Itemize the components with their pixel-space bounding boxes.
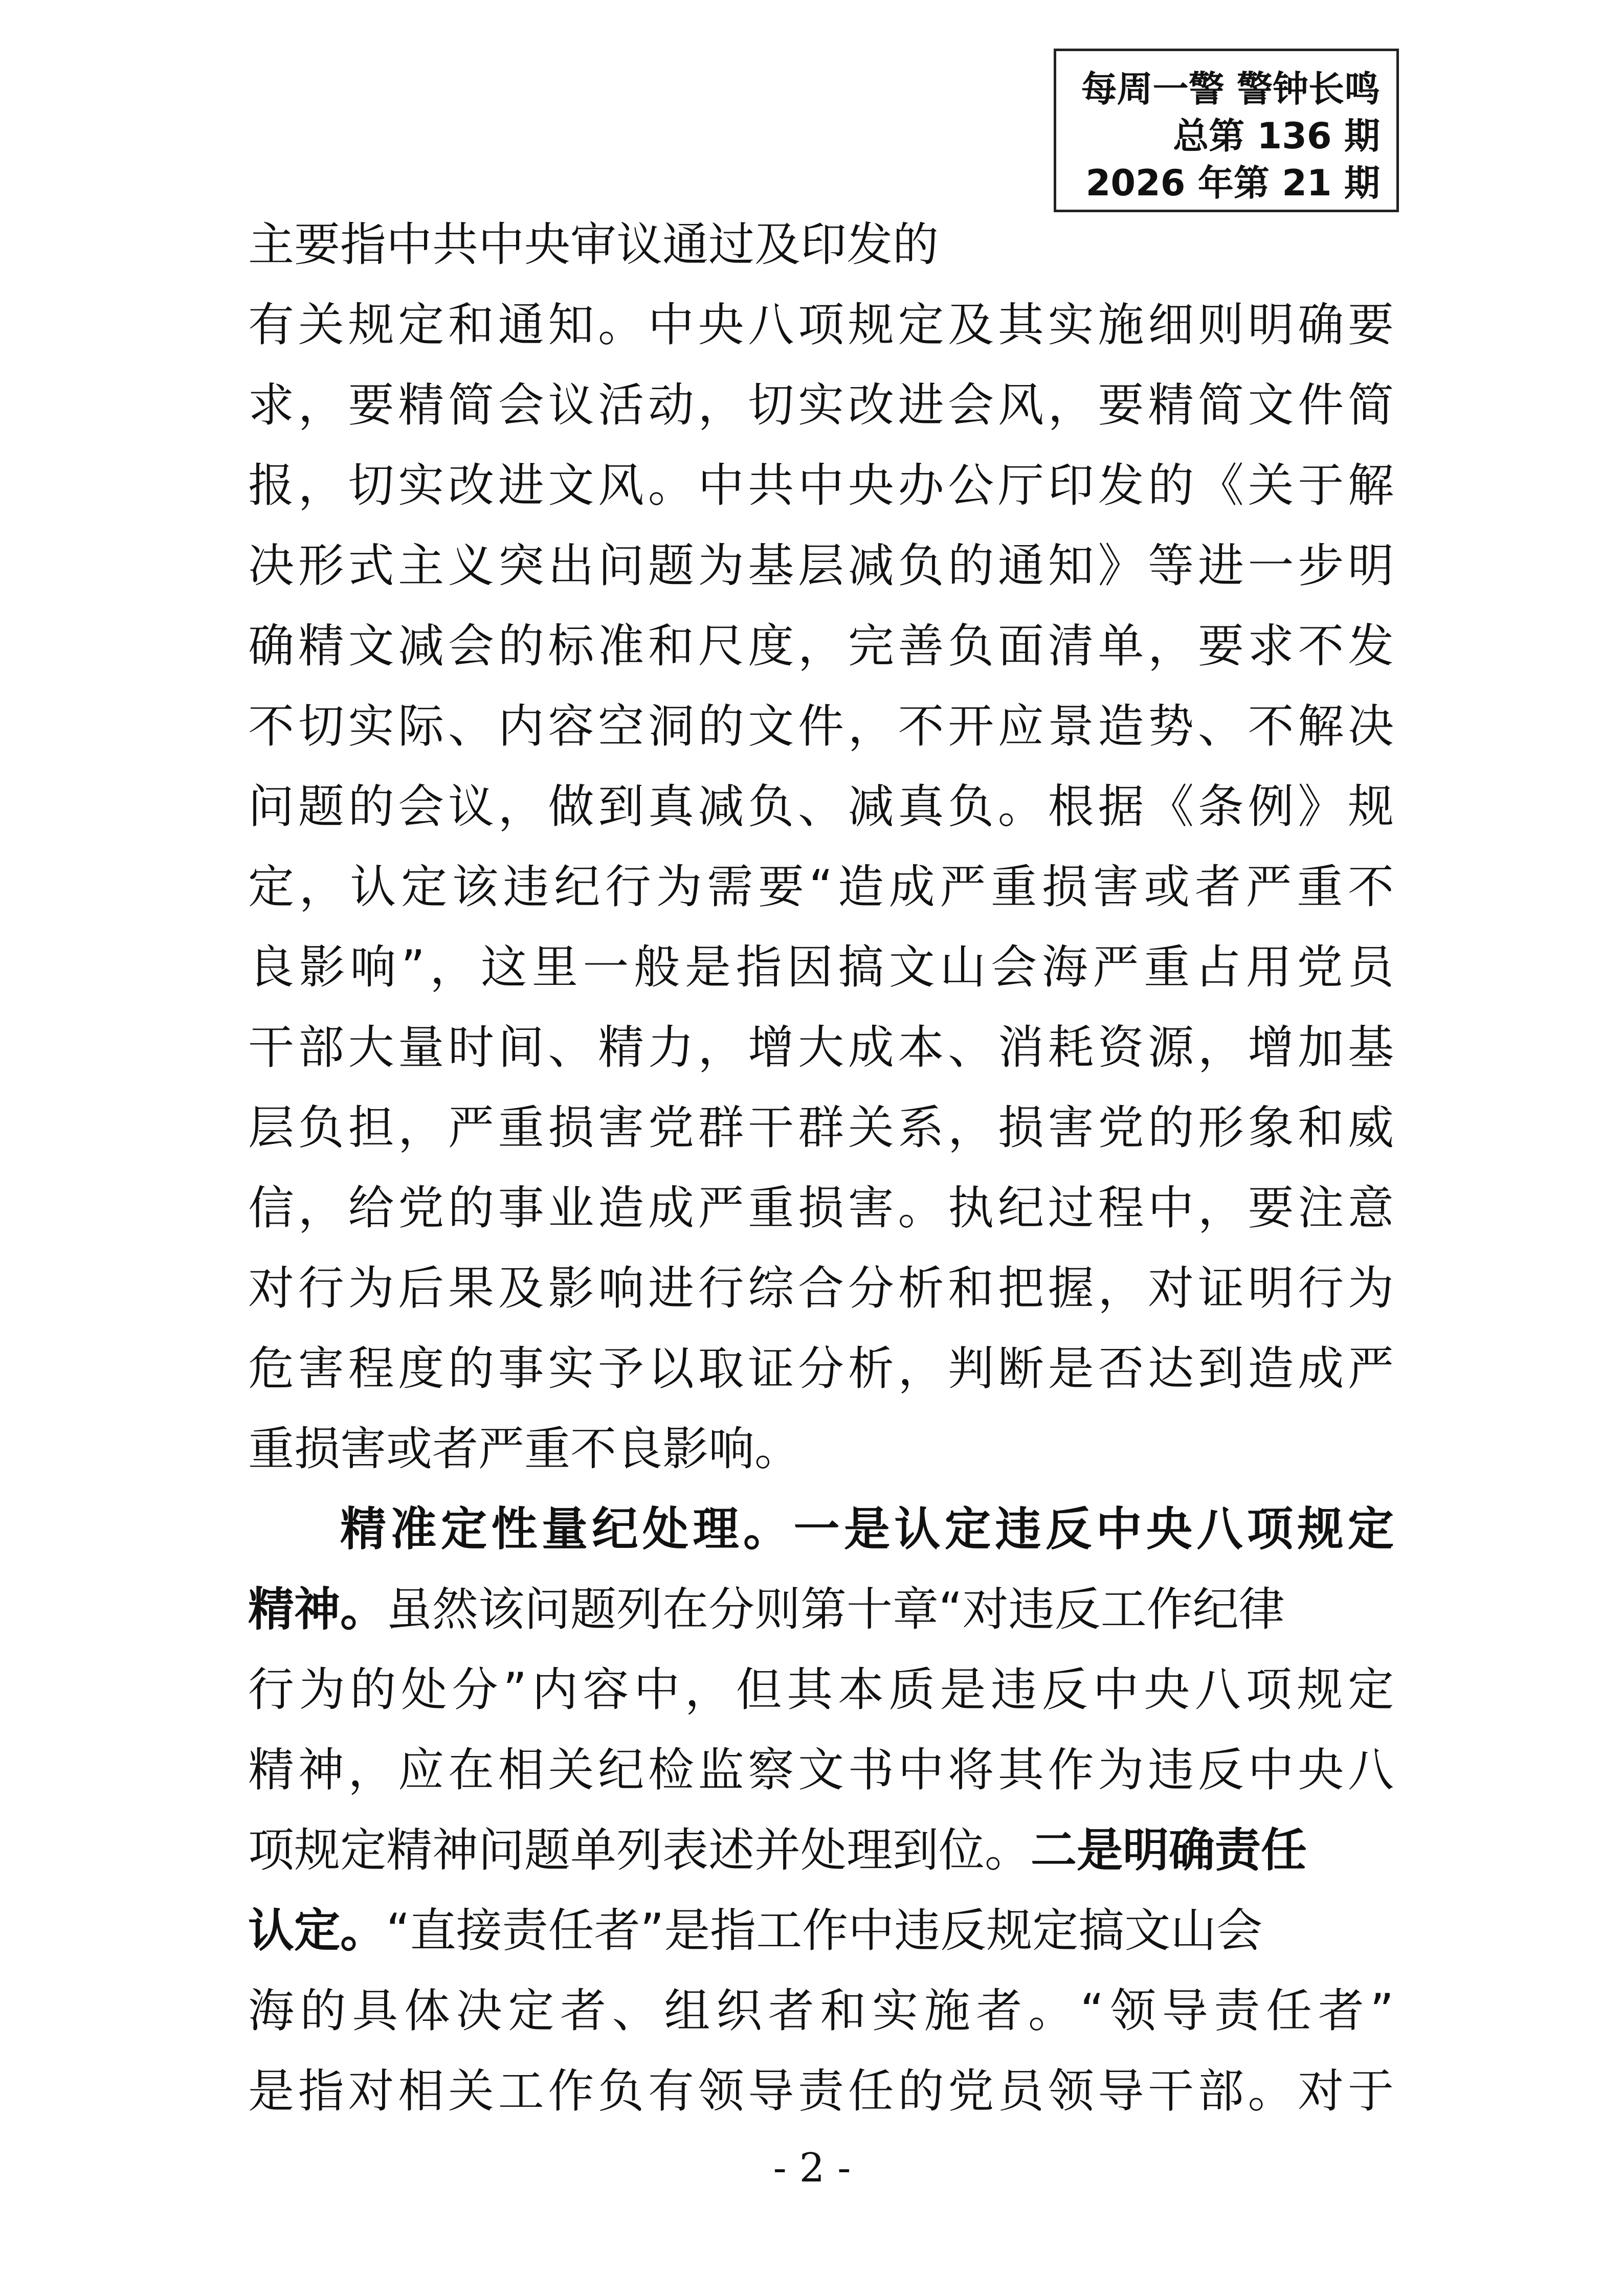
body-line: 海的具体决定者、组织者和实施者。“领导责任者” <box>248 1984 1394 2038</box>
body-line: 危害程度的事实予以取证分析，判断是否达到造成严 <box>248 1342 1394 1395</box>
body-line: 行为的处分”内容中，但其本质是违反中央八项规定 <box>248 1663 1394 1717</box>
body-line: 是指对相关工作负有领导责任的党员领导干部。对于 <box>248 2064 1394 2118</box>
body-line: 求，要精简会议活动，切实改进会风，要精简文件简 <box>248 378 1394 432</box>
body-line <box>248 1810 1394 1890</box>
body-line: 良影响”，这里一般是指因搞文山会海严重占用党员 <box>248 940 1394 994</box>
paragraph-heading-line: 精准定性量纪处理。一是认定违反中央八项规定 <box>340 1502 1394 1556</box>
body-line: 对行为后果及影响进行综合分析和把握，对证明行为 <box>248 1262 1394 1315</box>
bold-phrase: 认定。 <box>248 1904 386 1957</box>
page-number: - 2 - <box>773 2145 851 2191</box>
body-line: 层负担，严重损害党群干群关系，损害党的形象和威 <box>248 1101 1394 1155</box>
issue-header-box <box>1054 49 1399 212</box>
body-line <box>248 1569 1394 1650</box>
body-line: 不切实际、内容空洞的文件，不开应景造势、不解决 <box>248 700 1394 753</box>
body-text-run: 虽然该问题列在分则第十章“对违反工作纪律 <box>386 1583 1285 1636</box>
body-line: 报，切实改进文风。中共中央办公厅印发的《关于解 <box>248 459 1394 512</box>
body-line: 决形式主义突出问题为基层减负的通知》等进一步明 <box>248 539 1394 593</box>
bold-phrase: 精神。 <box>248 1583 386 1636</box>
document-body <box>248 205 1394 2131</box>
body-line: 信，给党的事业造成严重损害。执纪过程中，要注意 <box>248 1181 1394 1235</box>
bold-phrase: 二是明确责任 <box>1031 1824 1307 1877</box>
body-line: 问题的会议，做到真减负、减真负。根据《条例》规 <box>248 780 1394 834</box>
body-line: 有关规定和通知。中央八项规定及其实施细则明确要 <box>248 298 1394 352</box>
body-line <box>248 1890 1394 1971</box>
body-line: 精神，应在相关纪检监察文书中将其作为违反中央八 <box>248 1743 1394 1797</box>
body-line: 确精文减会的标准和尺度，完善负面清单，要求不发 <box>248 619 1394 673</box>
issue-year-number: 2026 年第 21 期 <box>1085 162 1380 204</box>
body-line: 干部大量时间、精力，增大成本、消耗资源，增加基 <box>248 1021 1394 1074</box>
body-line: 定，认定该违纪行为需要“造成严重损害或者严重不 <box>248 860 1394 914</box>
bulletin-title: 每周一警 警钟长鸣 <box>1081 68 1380 110</box>
body-line: 重损害或者严重不良影响。 <box>248 1422 800 1476</box>
body-line: 主要指中共中央审议通过及印发的 <box>248 218 939 272</box>
issue-total-number: 总第 136 期 <box>1173 115 1380 157</box>
body-text-run: “直接责任者”是指工作中违反规定搞文山会 <box>386 1904 1263 1957</box>
body-text-run: 项规定精神问题单列表述并处理到位。 <box>248 1824 1031 1877</box>
